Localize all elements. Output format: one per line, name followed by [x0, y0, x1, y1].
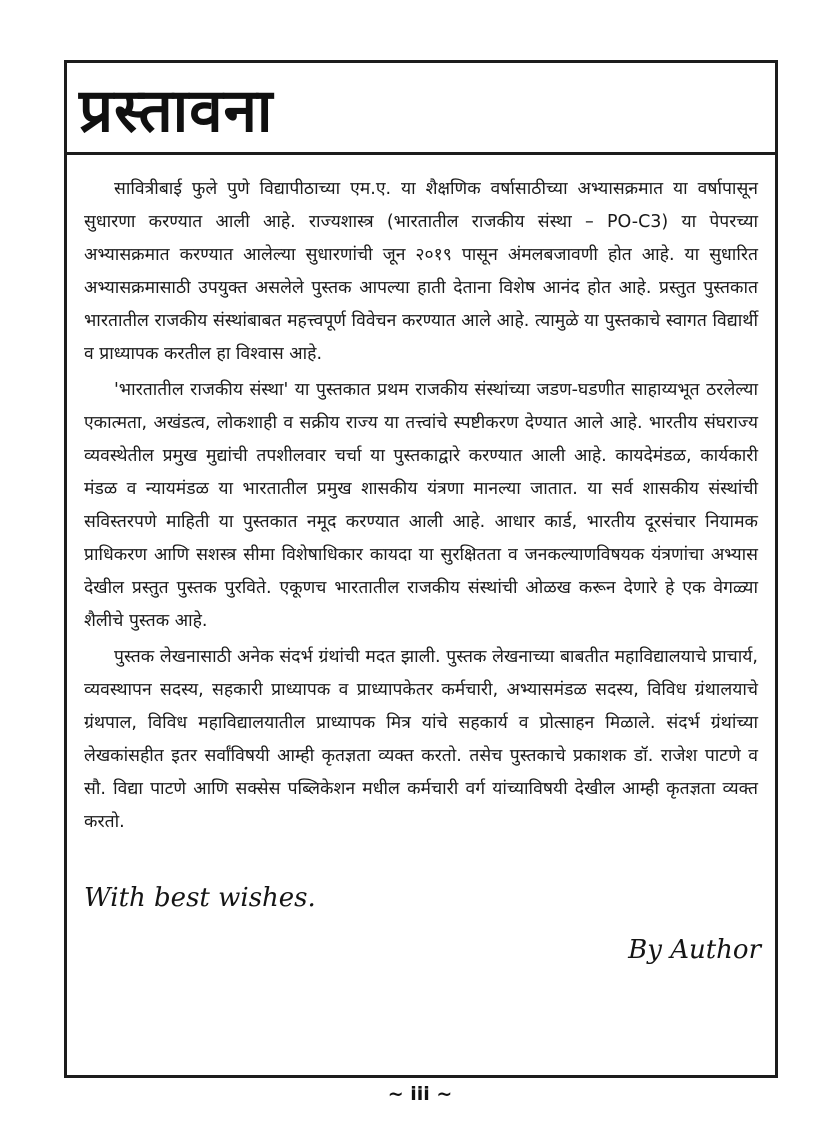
author-signature: By Author	[628, 935, 761, 965]
page-frame	[64, 60, 778, 1078]
title-block	[67, 63, 775, 155]
page-title: प्रस्तावना	[79, 76, 274, 146]
preface-paragraph-1: सावित्रीबाई फुले पुणे विद्यापीठाच्या एम.ए. या शैक्षणिक वर्षासाठीच्या अभ्यासक्रमात या वर्षापासून सुधारणा करण्यात आली आहे. राज्यशास्त्र (भारतातील राजकीय संस्था – PO-C3) या पेपरच्या अभ्यासक्रमात करण्यात आलेल्या सुधारणांची जून २०१९ पासून अंमलबजावणी होत आहे. या सुधारित अभ्यासक्रमासाठी उपयुक्त असलेले पुस्तक आपल्या हाती देताना विशेष आनंद होत आहे. प्रस्तुत पुस्तकात भारतातील राजकीय संस्थांबाबत महत्त्वपूर्ण विवेचन करण्यात आले आहे. त्यामुळे या पुस्तकाचे स्वागत विद्यार्थी व प्राध्यापक करतील हा विश्वास आहे.	[84, 179, 758, 364]
preface-paragraph-2: 'भारतातील राजकीय संस्था' या पुस्तकात प्रथम राजकीय संस्थांच्या जडण-घडणीत साहाय्यभूत ठरलेल्या एकात्मता, अखंडत्व, लोकशाही व सक्रीय राज्य या तत्त्वांचे स्पष्टीकरण देण्यात आले आहे. भारतीय संघराज्य व्यवस्थेतील प्रमुख मुद्यांची तपशीलवार चर्चा या पुस्तकाद्वारे करण्यात आली आहे. कायदेमंडळ, कार्यकारी मंडळ व न्यायमंडळ या भारतातील प्रमुख शासकीय यंत्रणा मानल्या जातात. या सर्व शासकीय संस्थांची सविस्तरपणे माहिती या पुस्तकात नमूद करण्यात आली आहे. आधार कार्ड, भारतीय दूरसंचार नियामक प्राधिकरण आणि सशस्त्र सीमा विशेषाधिकार कायदा या सुरक्षितता व जनकल्याणविषयक यंत्रणांचा अभ्यास देखील प्रस्तुत पुस्तक पुरविते. एकूणच भारतातील राजकीय संस्थांची ओळख करून देणारे हे एक वेगळ्या शैलीचे पुस्तक आहे.	[84, 380, 758, 631]
preface-body	[67, 155, 775, 839]
preface-paragraph-3: पुस्तक लेखनासाठी अनेक संदर्भ ग्रंथांची मदत झाली. पुस्तक लेखनाच्या बाबतीत महाविद्यालयाचे प्राचार्य, व्यवस्थापन सदस्य, सहकारी प्राध्यापक व प्राध्यापकेतर कर्मचारी, अभ्यासमंडळ सदस्य, विविध ग्रंथालयाचे ग्रंथपाल, विविध महाविद्यालयातील प्राध्यापक मित्र यांचे सहकार्य व प्रोत्साहन मिळाले. संदर्भ ग्रंथांच्या लेखकांसहीत इतर सर्वांविषयी आम्ही कृतज्ञता व्यक्त करतो. तसेच पुस्तकाचे प्रकाशक डॉ. राजेश पाटणे व सौ. विद्या पाटणे आणि सक्सेस पब्लिकेशन मधील कर्मचारी वर्ग यांच्याविषयी देखील आम्ही कृतज्ञता व्यक्त करतो.	[84, 647, 758, 832]
closing-note: With best wishes.	[84, 883, 316, 913]
page-number: ~ iii ~	[387, 1083, 453, 1105]
